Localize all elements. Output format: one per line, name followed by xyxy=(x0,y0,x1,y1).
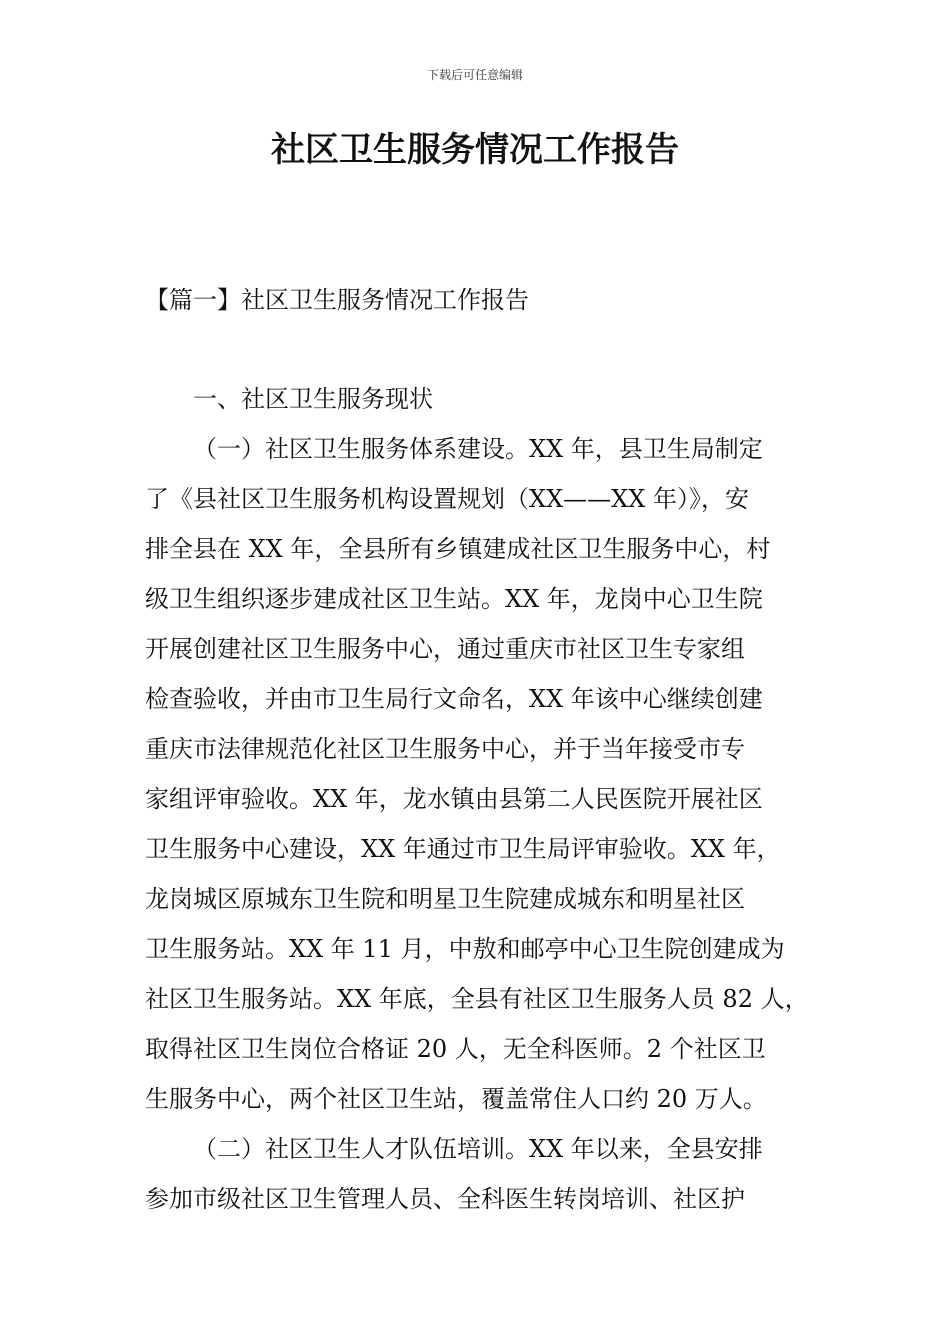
paragraph-line: 取得社区卫生岗位合格证 20 人，无全科医师。2 个社区卫 xyxy=(145,1035,766,1063)
paragraph-2 xyxy=(145,1124,825,1224)
paragraph-line: 重庆市法律规范化社区卫生服务中心，并于当年接受市专 xyxy=(145,735,745,763)
document-title: 社区卫生服务情况工作报告 xyxy=(271,130,679,170)
paragraph-line: 卫生服务站。XX 年 11 月，中敖和邮亭中心卫生院创建成为 xyxy=(145,935,785,963)
paragraph-line: 社区卫生服务站。XX 年底，全县有社区卫生服务人员 82 人， xyxy=(145,985,809,1013)
header-note: 下载后可任意编辑 xyxy=(426,68,523,82)
paragraph-line: 了《县社区卫生服务机构设置规划（XX——XX 年）》，安 xyxy=(145,485,749,513)
paragraph-line: 家组评审验收。XX 年，龙水镇由县第二人民医院开展社区 xyxy=(145,785,763,813)
paragraph-1 xyxy=(145,424,825,1124)
section-heading: 【篇一】社区卫生服务情况工作报告 xyxy=(145,286,529,314)
paragraph-line: （一）社区卫生服务体系建设。XX 年，县卫生局制定 xyxy=(193,435,763,463)
paragraph-line: 级卫生组织逐步建成社区卫生站。XX 年，龙岗中心卫生院 xyxy=(145,585,763,613)
paragraph-line: 检查验收，并由市卫生局行文命名，XX 年该中心继续创建 xyxy=(145,685,763,713)
paragraph-line: 参加市级社区卫生管理人员、全科医生转岗培训、社区护 xyxy=(145,1185,745,1213)
paragraph-line: 卫生服务中心建设，XX 年通过市卫生局评审验收。XX 年， xyxy=(145,835,781,863)
paragraph-line: 龙岗城区原城东卫生院和明星卫生院建成城东和明星社区 xyxy=(145,885,745,913)
sub-heading: 一、社区卫生服务现状 xyxy=(193,385,433,413)
paragraph-line: 排全县在 XX 年，全县所有乡镇建成社区卫生服务中心，村 xyxy=(145,535,771,563)
paragraph-line: 开展创建社区卫生服务中心，通过重庆市社区卫生专家组 xyxy=(145,635,745,663)
paragraph-line: （二）社区卫生人才队伍培训。XX 年以来，全县安排 xyxy=(193,1135,763,1163)
paragraph-line: 生服务中心，两个社区卫生站，覆盖常住人口约 20 万人。 xyxy=(145,1085,767,1113)
